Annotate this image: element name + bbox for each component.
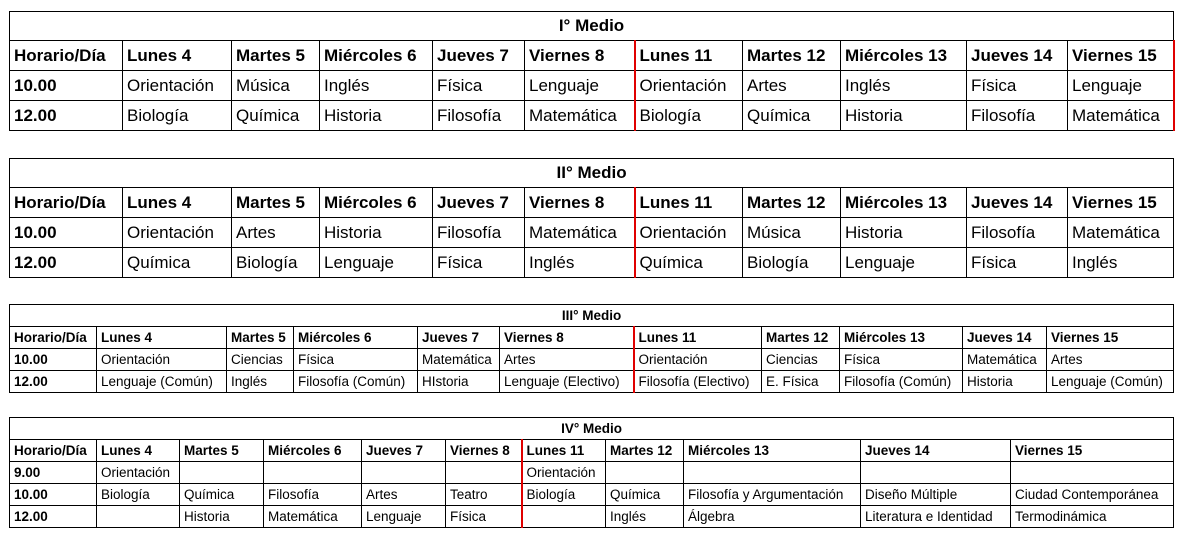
header-day: Martes 12 (762, 327, 840, 349)
subject-cell (97, 506, 180, 528)
subject-cell: Química (635, 248, 743, 278)
header-day: Martes 12 (606, 440, 684, 462)
subject-cell: Literatura e Identidad (861, 506, 1011, 528)
subject-cell: Biología (522, 484, 606, 506)
subject-cell: Termodinámica (1011, 506, 1174, 528)
table-row (10, 484, 1174, 506)
subject-cell: Filosofía (Común) (294, 371, 418, 393)
header-day: Lunes 4 (123, 41, 232, 71)
subject-cell: Música (232, 71, 320, 101)
subject-cell: Matemática (418, 349, 500, 371)
table-row (10, 506, 1174, 528)
subject-cell: Historia (320, 101, 433, 131)
subject-cell: Teatro (446, 484, 522, 506)
subject-cell: Matemática (1068, 218, 1174, 248)
header-horario: Horario/Día (10, 440, 97, 462)
subject-cell: Matemática (525, 218, 635, 248)
subject-cell: Orientación (123, 71, 232, 101)
subject-cell (861, 462, 1011, 484)
subject-cell: Física (433, 248, 525, 278)
header-day: Viernes 8 (500, 327, 634, 349)
subject-cell: Inglés (841, 71, 967, 101)
header-day: Martes 12 (743, 41, 841, 71)
header-day: Jueves 14 (861, 440, 1011, 462)
subject-cell: Lenguaje (Electivo) (500, 371, 634, 393)
subject-cell: Química (232, 101, 320, 131)
table-title: III° Medio (10, 305, 1174, 327)
time-cell: 10.00 (10, 349, 97, 371)
header-day: Viernes 15 (1047, 327, 1174, 349)
subject-cell: Ciencias (227, 349, 294, 371)
schedule-table-i-medio (9, 11, 1175, 131)
table-title: IV° Medio (10, 418, 1174, 440)
header-day: Miércoles 13 (841, 41, 967, 71)
header-day: Miércoles 13 (841, 188, 967, 218)
header-day: Jueves 7 (418, 327, 500, 349)
header-row (10, 188, 1174, 218)
subject-cell: Matemática (1068, 101, 1174, 131)
subject-cell: Filosofía (Común) (840, 371, 963, 393)
header-day: Jueves 14 (963, 327, 1047, 349)
subject-cell: Ciencias (762, 349, 840, 371)
subject-cell: Orientación (123, 218, 232, 248)
header-day: Jueves 14 (967, 188, 1068, 218)
subject-cell: Filosofía y Argumentación (684, 484, 861, 506)
subject-cell: Física (294, 349, 418, 371)
subject-cell: Historia (841, 218, 967, 248)
table-title: II° Medio (10, 159, 1174, 188)
subject-cell: Filosofía (967, 101, 1068, 131)
subject-cell: Física (967, 248, 1068, 278)
subject-cell: Inglés (525, 248, 635, 278)
subject-cell: Matemática (525, 101, 635, 131)
subject-cell: Música (743, 218, 841, 248)
header-horario: Horario/Día (10, 327, 97, 349)
subject-cell: Orientación (634, 349, 762, 371)
subject-cell: Lenguaje (Común) (1047, 371, 1174, 393)
subject-cell: Física (967, 71, 1068, 101)
time-cell: 10.00 (10, 218, 123, 248)
subject-cell (606, 462, 684, 484)
subject-cell: Biología (123, 101, 232, 131)
header-day: Viernes 8 (525, 188, 635, 218)
header-day: Viernes 15 (1068, 188, 1174, 218)
header-day: Miércoles 13 (684, 440, 861, 462)
subject-cell (264, 462, 362, 484)
header-day: Lunes 4 (97, 327, 227, 349)
subject-cell (362, 462, 446, 484)
header-day: Miércoles 6 (294, 327, 418, 349)
subject-cell: Orientación (97, 349, 227, 371)
header-day: Jueves 7 (433, 41, 525, 71)
subject-cell: Artes (500, 349, 634, 371)
subject-cell: Química (180, 484, 264, 506)
subject-cell: Lenguaje (1068, 71, 1174, 101)
header-day: Viernes 15 (1011, 440, 1174, 462)
subject-cell: Filosofía (433, 218, 525, 248)
time-cell: 10.00 (10, 71, 123, 101)
subject-cell: Ciudad Contemporánea (1011, 484, 1174, 506)
header-horario: Horario/Día (10, 41, 123, 71)
header-row (10, 440, 1174, 462)
time-cell: 10.00 (10, 484, 97, 506)
subject-cell: Química (123, 248, 232, 278)
subject-cell: Artes (232, 218, 320, 248)
header-day: Lunes 11 (635, 188, 743, 218)
subject-cell: Historia (320, 218, 433, 248)
subject-cell: Artes (362, 484, 446, 506)
header-day: Lunes 11 (634, 327, 762, 349)
header-day: Lunes 11 (635, 41, 743, 71)
schedule-table-iii-medio (9, 304, 1174, 393)
subject-cell: Lenguaje (362, 506, 446, 528)
header-row (10, 327, 1174, 349)
subject-cell: Física (840, 349, 963, 371)
table-row (10, 371, 1174, 393)
header-day: Lunes 11 (522, 440, 606, 462)
subject-cell (446, 462, 522, 484)
subject-cell: Matemática (264, 506, 362, 528)
subject-cell: Química (743, 101, 841, 131)
table-row (10, 218, 1174, 248)
subject-cell: Lenguaje (525, 71, 635, 101)
table-row (10, 101, 1174, 131)
time-cell: 12.00 (10, 371, 97, 393)
header-day: Martes 5 (227, 327, 294, 349)
header-day: Viernes 8 (525, 41, 635, 71)
subject-cell: Inglés (320, 71, 433, 101)
subject-cell: Filosofía (264, 484, 362, 506)
header-day: Miércoles 6 (320, 41, 433, 71)
header-day: Miércoles 13 (840, 327, 963, 349)
subject-cell: Inglés (227, 371, 294, 393)
subject-cell: Biología (743, 248, 841, 278)
subject-cell: Filosofía (967, 218, 1068, 248)
subject-cell: E. Física (762, 371, 840, 393)
subject-cell: Química (606, 484, 684, 506)
subject-cell: Biología (232, 248, 320, 278)
subject-cell: Lenguaje (Común) (97, 371, 227, 393)
header-day: Martes 5 (232, 188, 320, 218)
subject-cell: Lenguaje (320, 248, 433, 278)
header-day: Jueves 7 (362, 440, 446, 462)
schedule-table-iv-medio (9, 417, 1174, 528)
header-day: Viernes 15 (1068, 41, 1174, 71)
subject-cell: Física (433, 71, 525, 101)
header-day: Lunes 4 (97, 440, 180, 462)
header-row (10, 41, 1174, 71)
subject-cell: Historia (841, 101, 967, 131)
header-day: Jueves 7 (433, 188, 525, 218)
subject-cell: Orientación (97, 462, 180, 484)
table-row (10, 349, 1174, 371)
header-horario: Horario/Día (10, 188, 123, 218)
subject-cell: Filosofía (433, 101, 525, 131)
header-day: Jueves 14 (967, 41, 1068, 71)
time-cell: 9.00 (10, 462, 97, 484)
table-row (10, 71, 1174, 101)
time-cell: 12.00 (10, 101, 123, 131)
subject-cell (522, 506, 606, 528)
header-day: Miércoles 6 (320, 188, 433, 218)
subject-cell: Artes (1047, 349, 1174, 371)
subject-cell: Física (446, 506, 522, 528)
time-cell: 12.00 (10, 248, 123, 278)
subject-cell: HIstoria (418, 371, 500, 393)
subject-cell: Inglés (606, 506, 684, 528)
subject-cell: Álgebra (684, 506, 861, 528)
header-day: Martes 5 (180, 440, 264, 462)
table-row (10, 462, 1174, 484)
subject-cell (180, 462, 264, 484)
subject-cell: Inglés (1068, 248, 1174, 278)
subject-cell: Orientación (635, 218, 743, 248)
subject-cell: Lenguaje (841, 248, 967, 278)
subject-cell: Biología (97, 484, 180, 506)
header-day: Miércoles 6 (264, 440, 362, 462)
subject-cell: Filosofía (Electivo) (634, 371, 762, 393)
table-title: I° Medio (10, 12, 1174, 41)
subject-cell: Orientación (635, 71, 743, 101)
subject-cell: Biología (635, 101, 743, 131)
subject-cell (1011, 462, 1174, 484)
header-day: Lunes 4 (123, 188, 232, 218)
time-cell: 12.00 (10, 506, 97, 528)
subject-cell: Orientación (522, 462, 606, 484)
table-row (10, 248, 1174, 278)
subject-cell: Diseño Múltiple (861, 484, 1011, 506)
schedule-table-ii-medio (9, 158, 1174, 278)
subject-cell: Matemática (963, 349, 1047, 371)
header-day: Martes 12 (743, 188, 841, 218)
subject-cell: Historia (180, 506, 264, 528)
subject-cell: Historia (963, 371, 1047, 393)
subject-cell: Artes (743, 71, 841, 101)
header-day: Viernes 8 (446, 440, 522, 462)
subject-cell (684, 462, 861, 484)
header-day: Martes 5 (232, 41, 320, 71)
